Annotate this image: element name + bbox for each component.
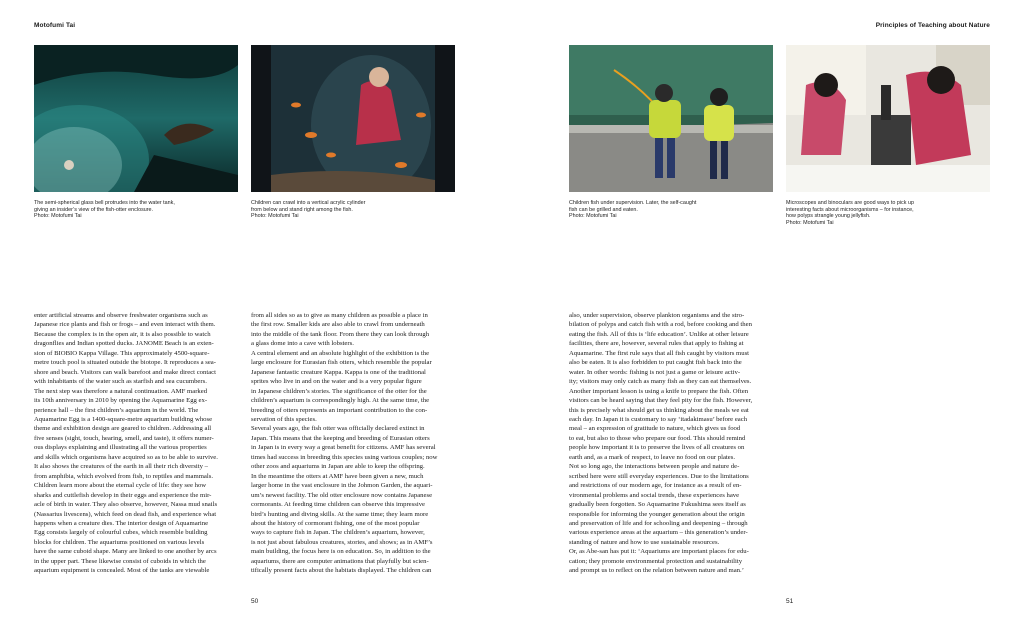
text-line: bilation of polyps and catch fish with a rod, before cooking and then (569, 321, 752, 329)
text-line: shore and beach. Visitors can walk barefoot and make direct contact (34, 368, 217, 376)
page-number-right: 51 (786, 598, 794, 605)
text-line: its 10th anniversary in 2010 by opening the Aquamarine Egg ex- (34, 397, 208, 405)
text-line: about the history of cormorant fishing, one of the most popular (251, 519, 420, 527)
text-line: earth and, as a mark of respect, to leave no food on our plates. (569, 453, 736, 461)
text-line: In the meantime the otters at AMF have been given a new, much (251, 472, 424, 480)
text-line: large enclosure for Eurasian fish otters, which resemble the popular (251, 359, 432, 367)
text-line: various experience areas at the aquarium – this generation’s under- (569, 529, 748, 537)
text-line: blocks for children. The aquariums positioned on various levels (34, 538, 205, 546)
text-line: in Japanese children’s stories. The significance of the otter for the (251, 387, 427, 395)
text-line: Children learn more about the eternal cycle of life: they see how (34, 482, 207, 490)
text-line: from amphibia, which evolved from fish, to reptiles and mammals. (34, 472, 214, 480)
text-line: from all sides so as to give as many children as possible a place in (251, 312, 428, 319)
text-line: vironmental problems and social trends, these experiences have (569, 491, 740, 499)
text-line: each day. In Japan it is customary to say ‘itadakimasu’ before each (569, 415, 748, 423)
text-line: Egg consists largely of colourful cubes, which resemble building (34, 529, 208, 537)
body-text-column (34, 311, 235, 576)
text-line: sion of BIOBIO Kappa Village. This approximately 4500-square- (34, 349, 210, 357)
running-header-author: Motofumi Tai (34, 22, 76, 29)
text-line: also be eaten. It is also forbidden to put caught fish back into the (569, 359, 742, 367)
text-line: facilities, there are, however, several rules that apply to fishing at (569, 340, 744, 348)
text-line: theme and exhibition design are geared to children. Addressing all (34, 425, 212, 433)
microscope-photo (786, 45, 990, 192)
text-line: children’s aquarium is correspondingly high. At the same time, the (251, 397, 430, 405)
text-line: ous displays explaining and illustrating all the various properties (34, 444, 207, 452)
text-line: to eat, but also to those who prepare our food. This should remind (569, 434, 746, 442)
text-line: servation of this species. (251, 415, 317, 423)
text-line: with inhabitants of the water such as starfish and sea cucumbers. (34, 378, 207, 386)
children-fishing-photo (569, 45, 773, 192)
text-line: and prompt us to reflect on the relation between nature and man.’ (569, 567, 744, 575)
photo-caption: Microscopes and binoculars are good ways to pick up interesting facts about microorganisms – for instance, how polyps strangle young jellyfish. Photo: Motofumi Tai (786, 200, 914, 226)
text-line: It also shows the creatures of the earth in all their rich diversity – (34, 463, 209, 471)
text-line: (Nassarius livescens), which feed on dead fish, and experience what (34, 510, 217, 518)
text-line: sharks and cuttlefish develop in their eggs and experience the mir- (34, 491, 212, 499)
text-line: Because the complex is in the open air, it is also possible to watch (34, 330, 211, 338)
text-line: ways to capture fish in Japan. The children’s aquarium, however, (251, 529, 425, 537)
text-line: aquarium equipment is concealed. Most of the tanks are viewable (34, 567, 210, 575)
text-line: Aquamarine. The first rule says that all fish caught by visitors must (569, 349, 750, 357)
text-line: cormorants. At feeding time children can observe this impressive (251, 501, 426, 509)
text-line: breeding of otters represents an important contribution to the con- (251, 406, 428, 414)
text-line: bird’s hunting and diving skills. At the same time; they learn more (251, 510, 429, 518)
text-line: tifically present facts about the habitats displayed. The children can (251, 567, 432, 575)
text-line: visitors can be heard saying that they feel pity for the fish. However, (569, 397, 753, 405)
text-line: the first row. Smaller kids are also able to crawl from underneath (251, 321, 425, 329)
text-line: people how important it is to preserve the lives of all creatures on (569, 444, 745, 452)
page-number-left: 50 (251, 598, 259, 605)
text-line: sprites who live in and on the water and is a very popular figure (251, 378, 422, 386)
text-line: in the upper part. These likewise consist of cuboids in which the (34, 557, 206, 565)
text-line: meal – an expression of gratitude to nature, which gives us food (569, 425, 741, 433)
photo-caption: The semi-spherical glass bell protrudes into the water tank, giving an insider’s view of the fish-otter enclosure. Photo: Motofumi Tai (34, 200, 175, 220)
text-line: metre touch pool is situated outside the biotope. It reproduces a sea- (34, 359, 216, 367)
text-line: um’s newest facility. The old otter enclosure now contains Japanese (251, 491, 433, 499)
photo-caption: Children can crawl into a vertical acrylic cylinder from below and stand right among the fish. Photo: Motofumi Tai (251, 200, 366, 220)
aquarium-otter-photo (34, 45, 238, 192)
text-line: larger home in the vast enclosure in the Johmon Garden, the aquari- (251, 482, 433, 490)
text-line: other zoos and aquariums in Japan are able to keep the offspring. (251, 463, 425, 471)
text-line: acle of birth in water. They also observe, however, Nassa mud snails (34, 501, 218, 509)
text-line: Another important lesson is using a knife to prepare the fish. Often (569, 387, 749, 395)
text-line: into the middle of the tank floor. From there they can look through (251, 330, 430, 338)
text-line: Japanese rice plants and fish or frogs – and even interact with them. (34, 321, 216, 329)
text-line: have the same cuboid shape. Many are linked to one another by arcs (34, 548, 217, 556)
text-line: ity; visitors may only catch as many fish as they can eat themselves. (569, 378, 752, 386)
text-line: Japanese fantastic creature Kappa. Kappa is one of the traditional (251, 368, 426, 376)
text-line: a glass dome into a cave with lobsters. (251, 340, 354, 348)
text-line: is not just about fabulous creatures, stories, and shows; as in AMF’s (251, 538, 433, 546)
text-line: gradually been forgotten. So Aquamarine Fukushima sees itself as (569, 501, 746, 509)
text-line: Or, as Abe-san has put it: ‘Aquariums are important places for edu- (569, 548, 749, 556)
text-line: A central element and an absolute highlight of the exhibition is the (251, 349, 430, 357)
text-line: dragonflies and Indian spotted ducks. JANOME Beach is an exten- (34, 340, 214, 348)
text-line: cation; they promote environmental protection and sustainability (569, 557, 743, 565)
text-line: and restrictions of our modern age, for instance as a result of en- (569, 482, 742, 490)
text-line: Several years ago, the fish otter was officially declared extinct in (251, 425, 425, 433)
text-line: Aquamarine Egg is a 1400-square-metre aquarium building whose (34, 415, 213, 423)
text-line: and preservation of life and for schooling and deepening – through (569, 519, 748, 527)
text-line: also, under supervision, observe plankton organisms and the stro- (569, 312, 745, 319)
acrylic-cylinder-photo (251, 45, 455, 192)
body-text-column (251, 311, 452, 576)
text-line: main building, the focus here is on education. So, in addition to the (251, 548, 431, 556)
text-line: aquariums, there are computer animations that playfully but scien- (251, 557, 429, 565)
text-line: times had success in breeding this species using various couples; now (251, 453, 438, 461)
photo-caption: Children fish under supervision. Later, the self-caught fish can be grilled and eaten. Photo: Motofumi Tai (569, 200, 697, 220)
text-line: standing of nature and how to use sustainable resources. (569, 538, 720, 546)
body-text-column (569, 311, 770, 576)
text-line: perience hall – the first children’s aquarium in the world. The (34, 406, 199, 414)
running-header-title: Principles of Teaching about Nature (875, 22, 990, 29)
text-line: responsible for informing the younger generation about the origin (569, 510, 745, 518)
text-line: enter artificial streams and observe freshwater organisms such as (34, 312, 208, 319)
text-line: this is precisely what should get us thinking about the meals we eat (569, 406, 749, 414)
text-line: Japan. This means that the keeping and breeding of Eurasian otters (251, 434, 430, 442)
text-line: and skills which organisms have acquired so as to be able to survive. (34, 453, 218, 461)
text-line: in Japan is in every way a great benefit for citizens. AMF has several (251, 444, 436, 452)
text-line: The next step was therefore a natural continuation. AMF marked (34, 387, 208, 395)
text-line: Not so long ago, the interactions between people and nature de- (569, 463, 740, 471)
text-line: water. In other words: fishing is not just a game or leisure activ- (569, 368, 741, 376)
text-line: happens when a creature dies. The interior design of Aquamarine (34, 519, 209, 527)
text-line: five senses (sight, touch, hearing, smell, and taste), it offers numer- (34, 434, 214, 442)
text-line: scribed here were still everyday experiences. Due to the limitations (569, 472, 749, 480)
text-line: eating the fish. All of this is ‘life education’. Unlike at other leisure (569, 330, 749, 338)
